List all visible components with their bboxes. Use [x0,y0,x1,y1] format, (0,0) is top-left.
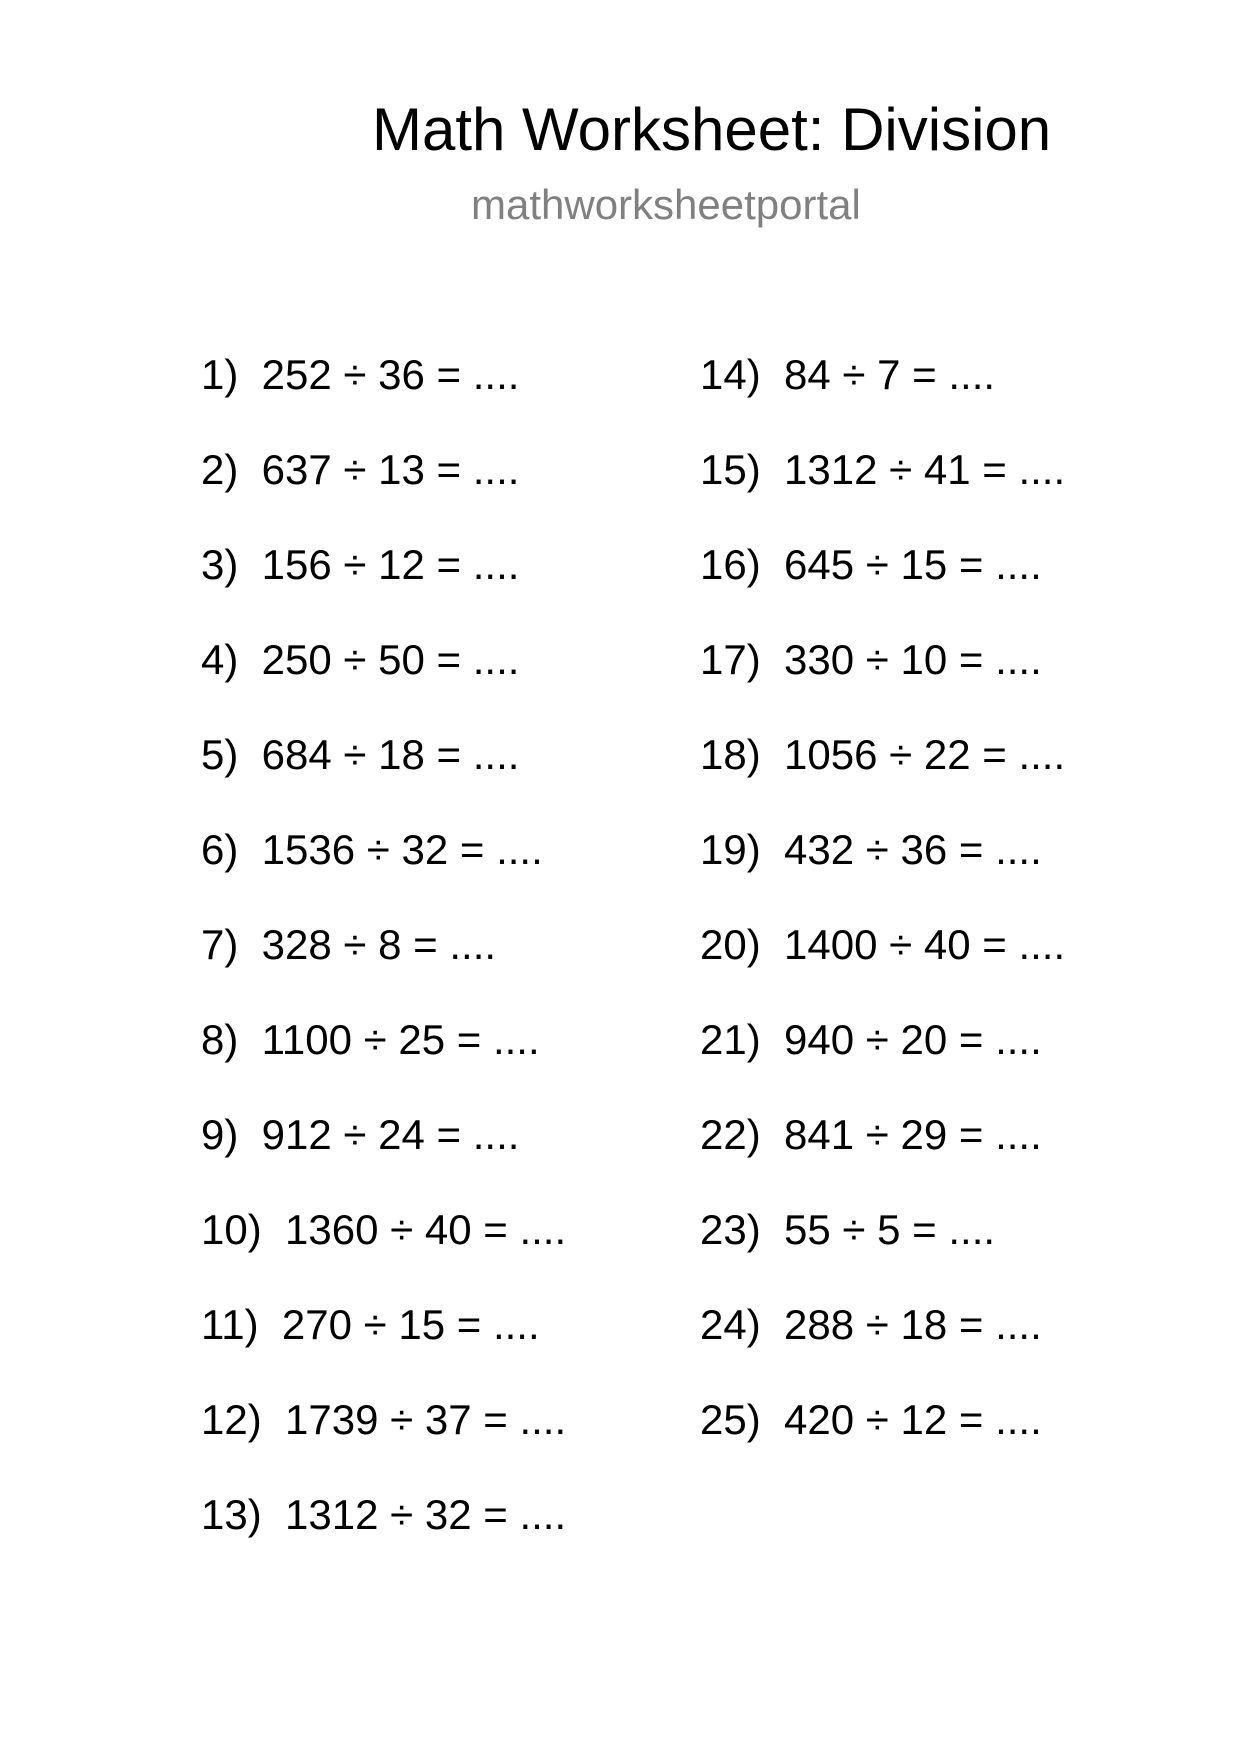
problem-13: 13) 1312 ÷ 32 = .... [201,1491,567,1538]
page-title: Math Worksheet: Division [372,96,1052,163]
problem-4: 4) 250 ÷ 50 = .... [201,636,520,683]
problems-right-column [700,350,1065,1490]
problem-11: 11) 270 ÷ 15 = .... [201,1301,540,1348]
problem-3: 3) 156 ÷ 12 = .... [201,541,520,588]
problem-9: 9) 912 ÷ 24 = .... [201,1111,520,1158]
problem-20: 20) 1400 ÷ 40 = .... [700,921,1066,968]
problem-22: 22) 841 ÷ 29 = .... [700,1111,1042,1158]
problem-24: 24) 288 ÷ 18 = .... [700,1301,1042,1348]
problems-left-column [201,350,566,1585]
page-subtitle: mathworksheetportal [471,181,861,228]
problem-17: 17) 330 ÷ 10 = .... [700,636,1042,683]
problem-7: 7) 328 ÷ 8 = .... [201,921,497,968]
problem-19: 19) 432 ÷ 36 = .... [700,826,1042,873]
problem-8: 8) 1100 ÷ 25 = .... [201,1016,540,1063]
problem-25: 25) 420 ÷ 12 = .... [700,1396,1042,1443]
problem-6: 6) 1536 ÷ 32 = .... [201,826,543,873]
problem-14: 14) 84 ÷ 7 = .... [700,351,996,398]
problem-21: 21) 940 ÷ 20 = .... [700,1016,1042,1063]
problem-15: 15) 1312 ÷ 41 = .... [700,446,1066,493]
problem-2: 2) 637 ÷ 13 = .... [201,446,520,493]
problem-1: 1) 252 ÷ 36 = .... [201,351,520,398]
problem-10: 10) 1360 ÷ 40 = .... [201,1206,567,1253]
problem-23: 23) 55 ÷ 5 = .... [700,1206,996,1253]
problem-5: 5) 684 ÷ 18 = .... [201,731,520,778]
problem-16: 16) 645 ÷ 15 = .... [700,541,1042,588]
problem-18: 18) 1056 ÷ 22 = .... [700,731,1066,778]
problem-12: 12) 1739 ÷ 37 = .... [201,1396,567,1443]
